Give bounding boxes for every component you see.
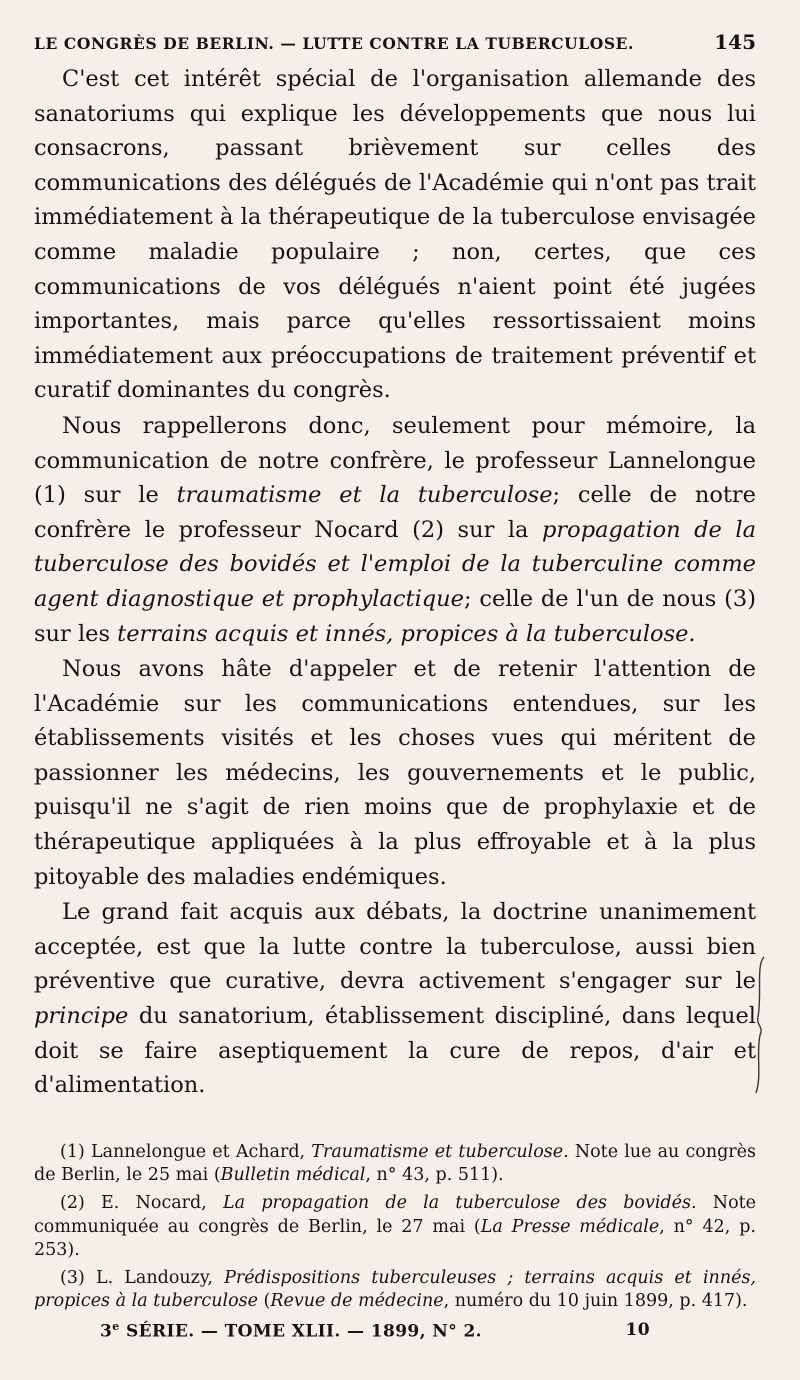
text-run: ; celle de notre confrère le professeur Nocard (2) sur la	[34, 482, 756, 543]
text-run: (	[257, 1291, 271, 1312]
footnotes	[34, 1141, 756, 1314]
italic-text: La propagation de la tuberculose des bovidés.	[223, 1193, 697, 1213]
text-run: (1) Lannelongue et Achard,	[60, 1141, 312, 1162]
text-run: Nous avons hâte d'appeler et de retenir l'attention de l'Académie sur les communications entendues, sur les établissements visités et les choses vues qui méritent de passionner les médecins, les gouvernements et le public, puisqu'il ne s'agit de rien moins que de prophylaxie et de thérapeutique appliquées à la plus effroyable et à la plus pitoyable des maladies endémiques.	[34, 656, 756, 890]
series-info: 3e SÉRIE. — TOME XLII. — 1899, N° 2.	[100, 1320, 482, 1342]
text-run: Note communiquée au congrès de Berlin, le 27 mai (	[34, 1193, 757, 1237]
paragraph-1	[34, 62, 756, 408]
footnote-2	[34, 1192, 756, 1263]
italic-text: Revue de médecine	[270, 1291, 444, 1312]
italic-text: Prédispositions tuberculeuses ; terrains acquis et innés, propices à la tuberculose	[34, 1267, 756, 1312]
footnote-3	[34, 1267, 756, 1314]
italic-text: principe	[34, 1003, 129, 1030]
italic-text: terrains acquis et innés, propices à la tuberculose.	[117, 620, 696, 647]
text-run: du sanatorium, établissement discipliné, dans lequel doit se faire aseptiquement la cure de repos, d'air et d'alimentation.	[34, 1003, 756, 1099]
footnote-1	[34, 1141, 756, 1188]
text-run: Note lue au congrès de Berlin, le 25 mai (	[34, 1141, 756, 1186]
italic-text: Traumatisme et tuberculose.	[311, 1141, 569, 1162]
text-run: (3) L. Landouzy,	[60, 1267, 225, 1288]
running-title: LE CONGRÈS DE BERLIN. — LUTTE CONTRE LA TUBERCULOSE.	[34, 34, 635, 53]
text-run: , n° 42, p. 253).	[34, 1216, 756, 1261]
italic-text: propagation de la tuberculose des bovidés et l'emploi de la tuberculine comme agent diagnostique et prophylactique	[34, 516, 756, 612]
text-run: ; celle de l'un de nous (3) sur les	[34, 585, 756, 647]
text-run: (2) E. Nocard,	[60, 1193, 224, 1213]
text-run: Nous rappellerons donc, seulement pour mémoire, la communication de notre confrère, le professeur Lannelongue (1) sur le	[34, 412, 756, 509]
italic-text: La Presse médicale	[480, 1216, 660, 1237]
text-run: Le grand fait acquis aux débats, la doctrine unanimement acceptée, est que la lutte contre la tuberculose, aussi bien préventive que curative, devra activement s'engager sur le	[34, 899, 756, 995]
text-run: , n° 43, p. 511).	[365, 1165, 504, 1186]
page-footer	[100, 1320, 650, 1342]
paragraph-2	[34, 409, 756, 651]
margin-brace-mark	[752, 955, 770, 1095]
italic-text: traumatisme et la tuberculose	[176, 482, 553, 509]
text-run: C'est cet intérêt spécial de l'organisation allemande des sanatoriums qui explique les développements que nous lui consacrons, passant brièvement sur celles des communications des délégués de l'Académie qui n'ont pas trait immédiatement à la thérapeutique de la tuberculose envisagée comme maladie populaire ; non, certes, que ces communications de vos délégués n'aient point été jugées importantes, mais parce qu'elles ressortissaient moins immédiatement aux préoccupations de traitement préventif et curatif dominantes du congrès.	[34, 66, 756, 404]
page-number: 145	[714, 30, 756, 54]
paragraph-4	[34, 895, 756, 1103]
italic-text: Bulletin médical	[220, 1165, 366, 1186]
text-run: , numéro du 10 juin 1899, p. 417).	[443, 1291, 748, 1312]
body-text	[34, 62, 756, 1103]
signature-mark: 10	[625, 1320, 650, 1340]
paragraph-3	[34, 652, 756, 894]
running-header	[34, 30, 756, 54]
